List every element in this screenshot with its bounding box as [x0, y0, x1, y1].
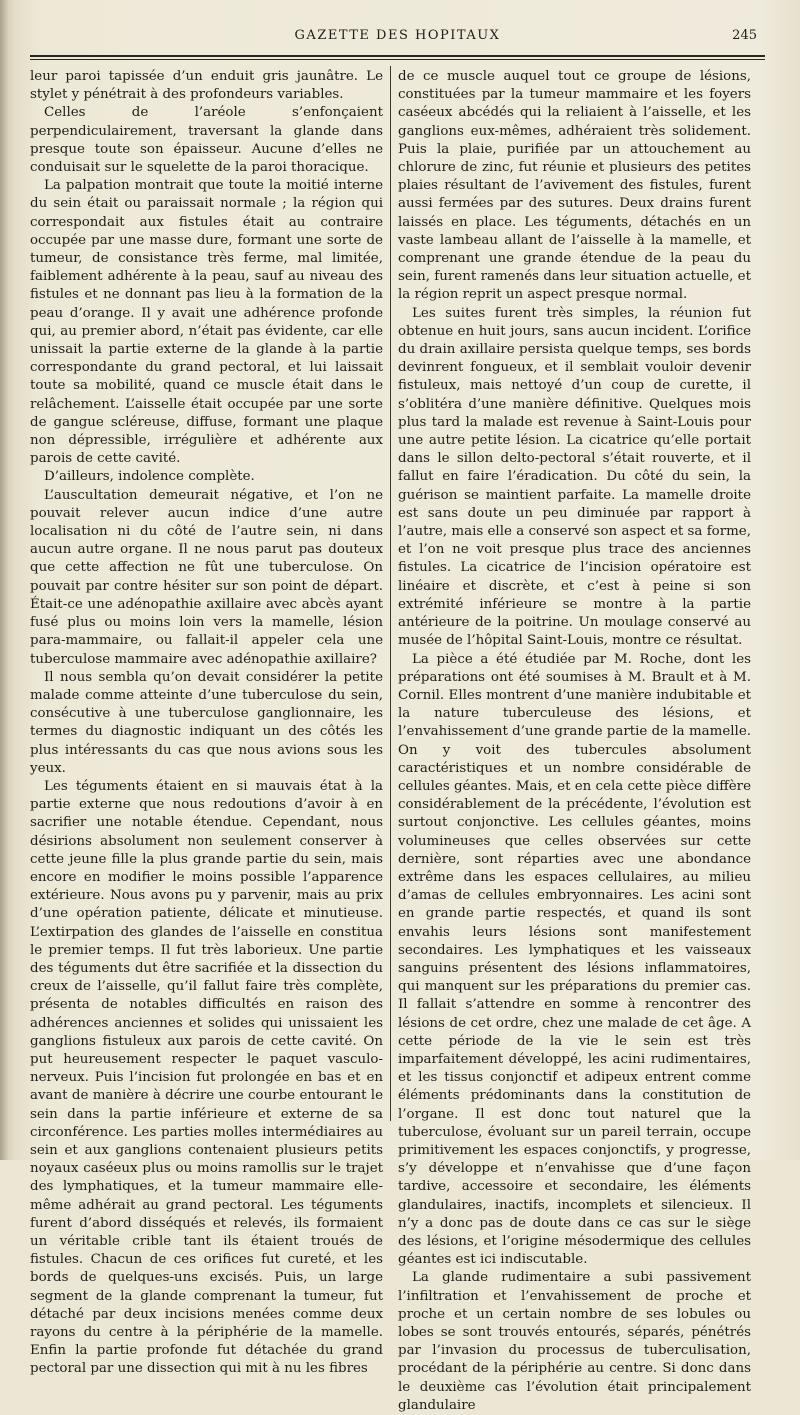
left-column — [30, 68, 383, 1377]
right-column — [398, 68, 751, 1413]
paragraph: Les téguments étaient en si mauvais état à la partie externe que nous redoutions d’avoir à en sacrifier une notable étendue. Cependant, nous désirions absolument non seulement conserver à cette jeune fille la plus grande partie du sein, mais encore en modifier le moins possible l’apparence extérieure. Nous avons pu y parvenir, mais au prix d’une opération patiente, délicate et minutieuse. L’extirpation des glandes de l’aisselle en constitua le premier temps. Il fut très laborieux. Une partie des téguments dut être sacrifiée et la dissection du creux de l’aisselle, qu’il fallut faire très complète, présenta de notables difficultés en raison des adhérences anciennes et solides qui unissaient les ganglions fistuleux aux parois de cette cavité. On put heureusement respecter le paquet vasculo-nerveux. Puis l’incision fut prolongée en bas et en avant de manière à décrire une courbe entourant le sein dans la partie inférieure et externe de sa circonférence. Les parties molles intermédiaires au sein et aux ganglions contenaient plusieurs petits noyaux caséeux plus ou moins ramollis sur le trajet des lymphatiques, et la tumeur mammaire elle-même adhérait au grand pectoral. Les téguments furent d’abord disséqués et relevés, ils formaient un véritable crible tant ils étaient troués de fistules. Chacun de ces orifices fut cureté, et les bords de quelques-uns excisés. Puis, un large segment de la glande comprenant la tumeur, fut détaché par deux incisions menées comme deux rayons du centre à la périphérie de la mamelle. Enfin la partie profonde fut détachée du grand pectoral par une dissection qui mit à nu les fibres — [30, 778, 383, 1377]
paragraph: La palpation montrait que toute la moitié interne du sein était ou paraissait normale ; la région qui correspondait aux fistules était au contraire occupée par une masse dure, formant une sorte de tumeur, de consistance très ferme, mal limitée, faiblement adhérente à la peau, sauf au niveau des fistules et ne donnant pas lieu à la formation de la peau d’orange. Il y avait une adhérence profonde qui, au premier abord, n’était pas évidente, car elle unissait la partie externe de la glande à la partie correspondante du grand pectoral, et lui laissait toute sa mobilité, quand ce muscle était dans le relâchement. L’aisselle était occupée par une sorte de gangue scléreuse, diffuse, formant une plaque non dépressible, irrégulière et adhérente aux parois de cette cavité. — [30, 178, 383, 467]
paragraph: L’auscultation demeurait négative, et l’on ne pouvait relever aucun indice d’une autre localisation ni du côté de l’autre sein, ni dans aucun autre organe. Il ne nous parut pas douteux que cette affection ne fût une tuberculose. On pouvait par contre hésiter sur son point de départ. Était-ce une adénopathie axillaire avec abcès ayant fusé plus ou moins loin vers la mamelle, lésion para-mammaire, ou fallait-il appeler cela une tuberculose mammaire avec adénopathie axillaire? — [30, 487, 383, 667]
paragraph: Il nous sembla qu’on devait considérer la petite malade comme atteinte d’une tuberculose du sein, consécutive à une tuberculose ganglionnaire, les termes du diagnostic indiquant un des côtés les plus intéressants du cas que nous avions sous les yeux. — [30, 669, 383, 776]
header-rule-thin — [30, 59, 765, 60]
running-title: GAZETTE DES HOPITAUX — [294, 28, 501, 43]
paragraph: La pièce a été étudiée par M. Roche, dont les préparations ont été soumises à M. Brault et à M. Cornil. Elles montrent d’une manière indubitable et la nature tuberculeuse des lésions, et l’envahissement d’une grande partie de la mamelle. On y voit des tubercules absolument caractéristiques et un nombre considérable de cellules géantes. Mais, et en cela cette pièce diffère considérablement de la précédente, l’évolution est surtout conjonctive. Les cellules géantes, moins volumineuses que celles observées sur cette dernière, sont réparties avec une abondance extrême dans les espaces cellulaires, au milieu d’amas de cellules embryonnaires. Les acini sont en grande partie respectés, et quand ils sont envahis leurs lésions sont manifestement secondaires. Les lymphatiques et les vaisseaux sanguins présentent des lésions inflammatoires, qui manquent sur les préparations du premier cas. Il fallait s’attendre en somme à rencontrer des lésions de cet ordre, chez une malade de cet âge. A cette période de la vie le sein est très imparfaitement développé, les acini rudimentaires, et les tissus conjonctif et adipeux entrent comme éléments prédominants dans la constitution de l’organe. Il est donc tout naturel que la tuberculose, évoluant sur un pareil terrain, occupe primitivement les espaces conjonctifs, y progresse, s’y développe et n’envahisse que d’une façon tardive, accessoire et secondaire, les éléments glandulaires, inactifs, incomplets et silencieux. Il n’y a donc pas de doute dans ce cas sur le siège des lésions, et l’origine mésodermique des cellules géantes est ici indiscutable. — [398, 651, 751, 1268]
page-header — [30, 26, 765, 48]
header-rule-thick — [30, 55, 765, 57]
column-divider — [390, 66, 391, 1121]
paragraph: de ce muscle auquel tout ce groupe de lésions, constituées par la tumeur mammaire et les foyers caséeux abcédés qui la reliaient à l’aisselle, et les ganglions eux-mêmes, adhéraient très solidement. Puis la plaie, purifiée par un attouchement au chlorure de zinc, fut réunie et plusieurs des petites plaies résultant de l’avivement des fistules, furent aussi fermées par des sutures. Deux drains furent laissés en place. Les téguments, détachés en un vaste lambeau allant de l’aisselle à la mamelle, et comprenant une grande étendue de la peau du sein, furent ramenés dans leur situation actuelle, et la région reprit un aspect presque normal. — [398, 69, 751, 303]
page-binding-edge — [0, 0, 8, 1160]
paragraph: La glande rudimentaire a subi passivement l’infiltration et l’envahissement de proche et proche et un certain nombre de ses lobules ou lobes se sont trouvés entourés, séparés, pénétrés par l’invasion du processus de tuberculisation, procédant de la périphérie au centre. Si donc dans le deuxième cas l’évolution était principalement glandulaire — [398, 1270, 751, 1413]
paragraph: Les suites furent très simples, la réunion fut obtenue en huit jours, sans aucun incident. L’orifice du drain axillaire persista quelque temps, ses bords devinrent fongueux, et il semblait vouloir devenir fistuleux, mais nettoyé d’un coup de curette, il s’oblitéra d’une manière définitive. Quelques mois plus tard la malade est revenue à Saint-Louis pour une autre petite lésion. La cicatrice qu’elle portait dans le sillon delto-pectoral s’était rouverte, et il fallut en faire l’éradication. Du côté du sein, la guérison se maintient parfaite. La mamelle droite est sans doute un peu diminuée par rapport à l’autre, mais elle a conservé son aspect et sa forme, et l’on ne voit presque plus trace des anciennes fistules. La cicatrice de l’incision opératoire est linéaire et discrète, et c’est à peine si son extrémité inférieure se montre à la partie antérieure de la poitrine. Un moulage conservé au musée de l’hôpital Saint-Louis, montre ce résultat. — [398, 305, 751, 649]
paragraph: Celles de l’aréole s’enfonçaient perpendiculairement, traversant la glande dans presque toute son épaisseur. Aucune d’elles ne conduisait sur le squelette de la paroi thoracique. — [30, 105, 383, 176]
paragraph: leur paroi tapissée d’un enduit gris jaunâtre. Le stylet y pénétrait à des profondeurs variables. — [30, 69, 383, 103]
paragraph: D’ailleurs, indolence complète. — [44, 469, 255, 485]
page-number: 245 — [732, 28, 757, 43]
